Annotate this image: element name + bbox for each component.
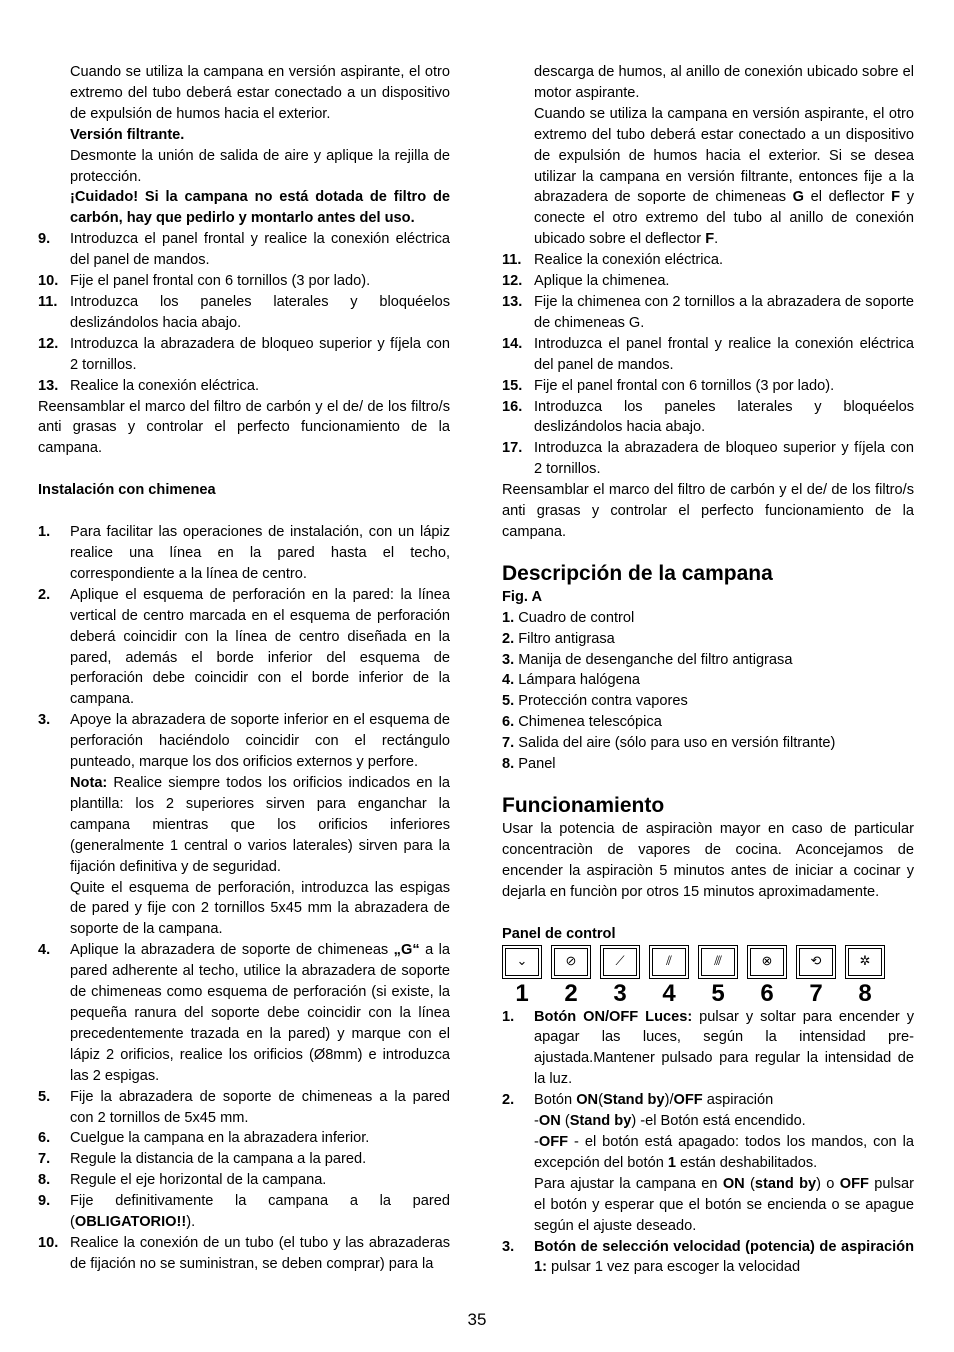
list-item: 3. Botón de selección velocidad (potencia) de aspiración 1: pulsar 1 vez para escoger la velocidad [502, 1238, 914, 1276]
control-button-2-icon: ⊘ [551, 945, 591, 979]
control-button-number: 1 [515, 979, 529, 1007]
list-item: 11. Realice la conexión eléctrica. [502, 252, 724, 269]
paragraph: Quite el esquema de perforación, introduzca las espigas de pared y fije con 2 tornillos 5x45 mm la abrazadera de soporte de la campana. [70, 879, 450, 938]
control-button-number: 6 [760, 979, 774, 1007]
control-panel-numbers [502, 981, 914, 1007]
paragraph: Reensamblar el marco del filtro de carbón y el de/ de los filtro/s anti grasas y controlar el perfecto funcionamiento de la campana. [502, 482, 914, 540]
paragraph: Cuando se utiliza la campana en versión aspirante, el otro extremo del tubo deberá estar conectado a un dispositivo de expulsión de humos hacia el exterior. [70, 64, 450, 122]
list-item: 9. Fije definitivamente la campana a la pared (OBLIGATORIO!!). [38, 1193, 450, 1231]
control-button-3-icon: ⟋ [600, 945, 640, 979]
control-button-number: 7 [809, 979, 823, 1007]
list-item: 1. Para facilitar las operaciones de instalación, con un lápiz realice una línea en la pared hasta el techo, correspondiente a la línea de centro. [38, 524, 450, 582]
right-column [502, 62, 914, 1278]
control-panel-figure [502, 945, 914, 979]
part-item: 2. Filtro antigrasa [502, 630, 615, 647]
list-item: 1. Botón ON/OFF Luces: pulsar y soltar para encender y apagar las luces, según la intensidad pre-ajustada.Mantener pulsado para regular la intensidad de la luz. [502, 1008, 915, 1088]
control-button-1-icon: ⌄ [502, 945, 542, 979]
list-item: 10. Realice la conexión de un tubo (el tubo y las abrazaderas de fijación no se suministran, se deben comprar) para la [38, 1234, 450, 1272]
figure-label: Fig. A [502, 588, 542, 605]
part-item: 5. Protección contra vapores [502, 693, 688, 710]
list-item: 15. Fije el panel frontal con 6 tornillos (3 por lado). [502, 377, 835, 394]
list-item: 12. Aplique la chimenea. [502, 273, 670, 290]
part-item: 8. Panel [502, 756, 556, 773]
list [38, 229, 450, 396]
part-item: 7. Salida del aire (sólo para uso en versión filtrante) [502, 735, 836, 752]
control-button-6-icon: ⊗ [747, 945, 787, 979]
paragraph: Desmonte la unión de salida de aire y aplique la rejilla de protección. [70, 147, 450, 185]
left-column [38, 62, 450, 1275]
control-button-4-icon: ⫽ [649, 945, 689, 979]
part-item: 1. Cuadro de control [502, 609, 635, 626]
list [502, 250, 914, 480]
section-title: Funcionamiento [502, 794, 665, 817]
list-item: 5. Fije la abrazadera de soporte de chimeneas a la pared con 2 tornillos de 5x45 mm. [38, 1088, 450, 1126]
note: Nota: Realice siempre todos los orificios indicados en la plantilla: los 2 superiores sirven para enganchar la campana mientras que los orificios inferiores (generalmente 1 central o varios laterales) sirven para la fijación definitiva y de seguridad. [70, 775, 450, 875]
list-item: 2. Aplique el esquema de perforación en la pared: la línea vertical de centro marcada en el esquema de perforación deberá coincidir con la línea de centro diseñada en la pared, además el borde inferior del esquema de perforación debe coincidir con el borde inferior de la campana. [38, 586, 450, 708]
parts-list [502, 608, 914, 775]
page-number: 35 [467, 1310, 487, 1329]
list-item: 17. Introduzca la abrazadera de bloqueo superior y fíjela con 2 tornillos. [502, 440, 914, 478]
control-button-5-icon: ⫻ [698, 945, 738, 979]
list-item: 14. Introduzca el panel frontal y realice la conexión eléctrica del panel de mandos. [502, 335, 914, 373]
list-item: 6. Cuelgue la campana en la abrazadera inferior. [38, 1130, 370, 1147]
control-button-8-icon: ✲ [845, 945, 885, 979]
warning: ¡Cuidado! Si la campana no está dotada de filtro de carbón, hay que pedirlo y montarlo antes del uso. [70, 189, 450, 227]
control-button-7-icon: ⟲ [796, 945, 836, 979]
control-button-number: 8 [858, 979, 872, 1007]
section-heading: Instalación con chimenea [38, 482, 216, 499]
control-button-number: 4 [662, 979, 676, 1007]
part-item: 3. Manija de desenganche del filtro antigrasa [502, 651, 793, 668]
list [38, 1087, 450, 1192]
list-item: 4. Aplique la abrazadera de soporte de chimeneas „G“ a la pared adherente al techo, utilice la abrazadera de soporte de chimeneas como esquema de perforación (si existe, la pequeña ranura del soporte debe coincidir con la línea precedentemente trazada en la pared) y marque con el lápiz 2 orificios, realice los orificios (Ø8mm) e introduzca las 2 espigas. [38, 942, 450, 1084]
list-item: 13. Fije la chimenea con 2 tornillos a la abrazadera de soporte de chimeneas G. [502, 293, 914, 331]
subheading: Versión filtrante. [70, 126, 185, 143]
paragraph: descarga de humos, al anillo de conexión ubicado sobre el motor aspirante. [534, 64, 914, 101]
paragraph: Para ajustar la campana en ON (stand by) o OFF pulsar el botón y esperar que el botón se encienda o se apague según el ajuste deseado. [534, 1175, 914, 1234]
paragraph: Reensamblar el marco del filtro de carbón y el de/ de los filtro/s anti grasas y controlar el perfecto funcionamiento de la campana. [38, 398, 450, 457]
list-item: 16. Introduzca los paneles laterales y bloquéelos deslizándolos hacia abajo. [502, 398, 914, 436]
list-item: 2. Botón ON(Stand by)/OFF aspiración [502, 1092, 774, 1109]
paragraph: Cuando se utiliza la campana en versión aspirante, el otro extremo del tubo deberá estar conectado a un dispositivo de expulsión de humos hacia el exterior. Si se desea utilizar la campana en versión filtrante, entonces fije a la abrazadera de soporte de chimeneas G el deflector F y conecte el otro extremo del tubo al anillo de conexión ubicado sobre el deflector F. [534, 105, 915, 248]
list-item: 9. Introduzca el panel frontal y realice la conexión eléctrica del panel de mandos. [38, 231, 450, 269]
list-item: 12. Introduzca la abrazadera de bloqueo superior y fíjela con 2 tornillos. [38, 335, 450, 373]
list-item: 7. Regule la distancia de la campana a la pared. [38, 1151, 367, 1168]
control-button-number: 3 [613, 979, 627, 1007]
list-item: 3. Apoye la abrazadera de soporte inferior en el esquema de perforación haciéndolo coincidir con el rectángulo punteado, marque los dos orificios externos y perfore. [38, 712, 450, 771]
part-item: 6. Chimenea telescópica [502, 714, 662, 731]
list-item: 8. Regule el eje horizontal de la campana. [38, 1172, 327, 1189]
control-button-number: 5 [711, 979, 725, 1007]
list-item: 10. Fije el panel frontal con 6 tornillos (3 por lado). [38, 273, 371, 290]
list-item: 11. Introduzca los paneles laterales y bloquéelos deslizándolos hacia abajo. [38, 293, 450, 331]
section-title: Descripción de la campana [502, 561, 773, 585]
paragraph: -ON (Stand by) -el Botón está encendido. [534, 1113, 806, 1130]
list-item: 13. Realice la conexión eléctrica. [38, 377, 260, 394]
control-button-number: 2 [564, 979, 578, 1007]
part-item: 4. Lámpara halógena [502, 672, 640, 689]
paragraph: -OFF - el botón está apagado: todos los mandos, con la excepción del botón 1 están deshabilitados. [534, 1133, 914, 1171]
paragraph: Usar la potencia de aspiraciòn mayor en caso de particular concentraciòn de vapores de cocina. Aconcejamos de encender la aspiraciòn 5 minutos antes de iniciar a cocinar y dejarla en funciòn por otros 15 minutos aproximadamente. [502, 821, 914, 900]
subheading: Panel de control [502, 925, 616, 942]
